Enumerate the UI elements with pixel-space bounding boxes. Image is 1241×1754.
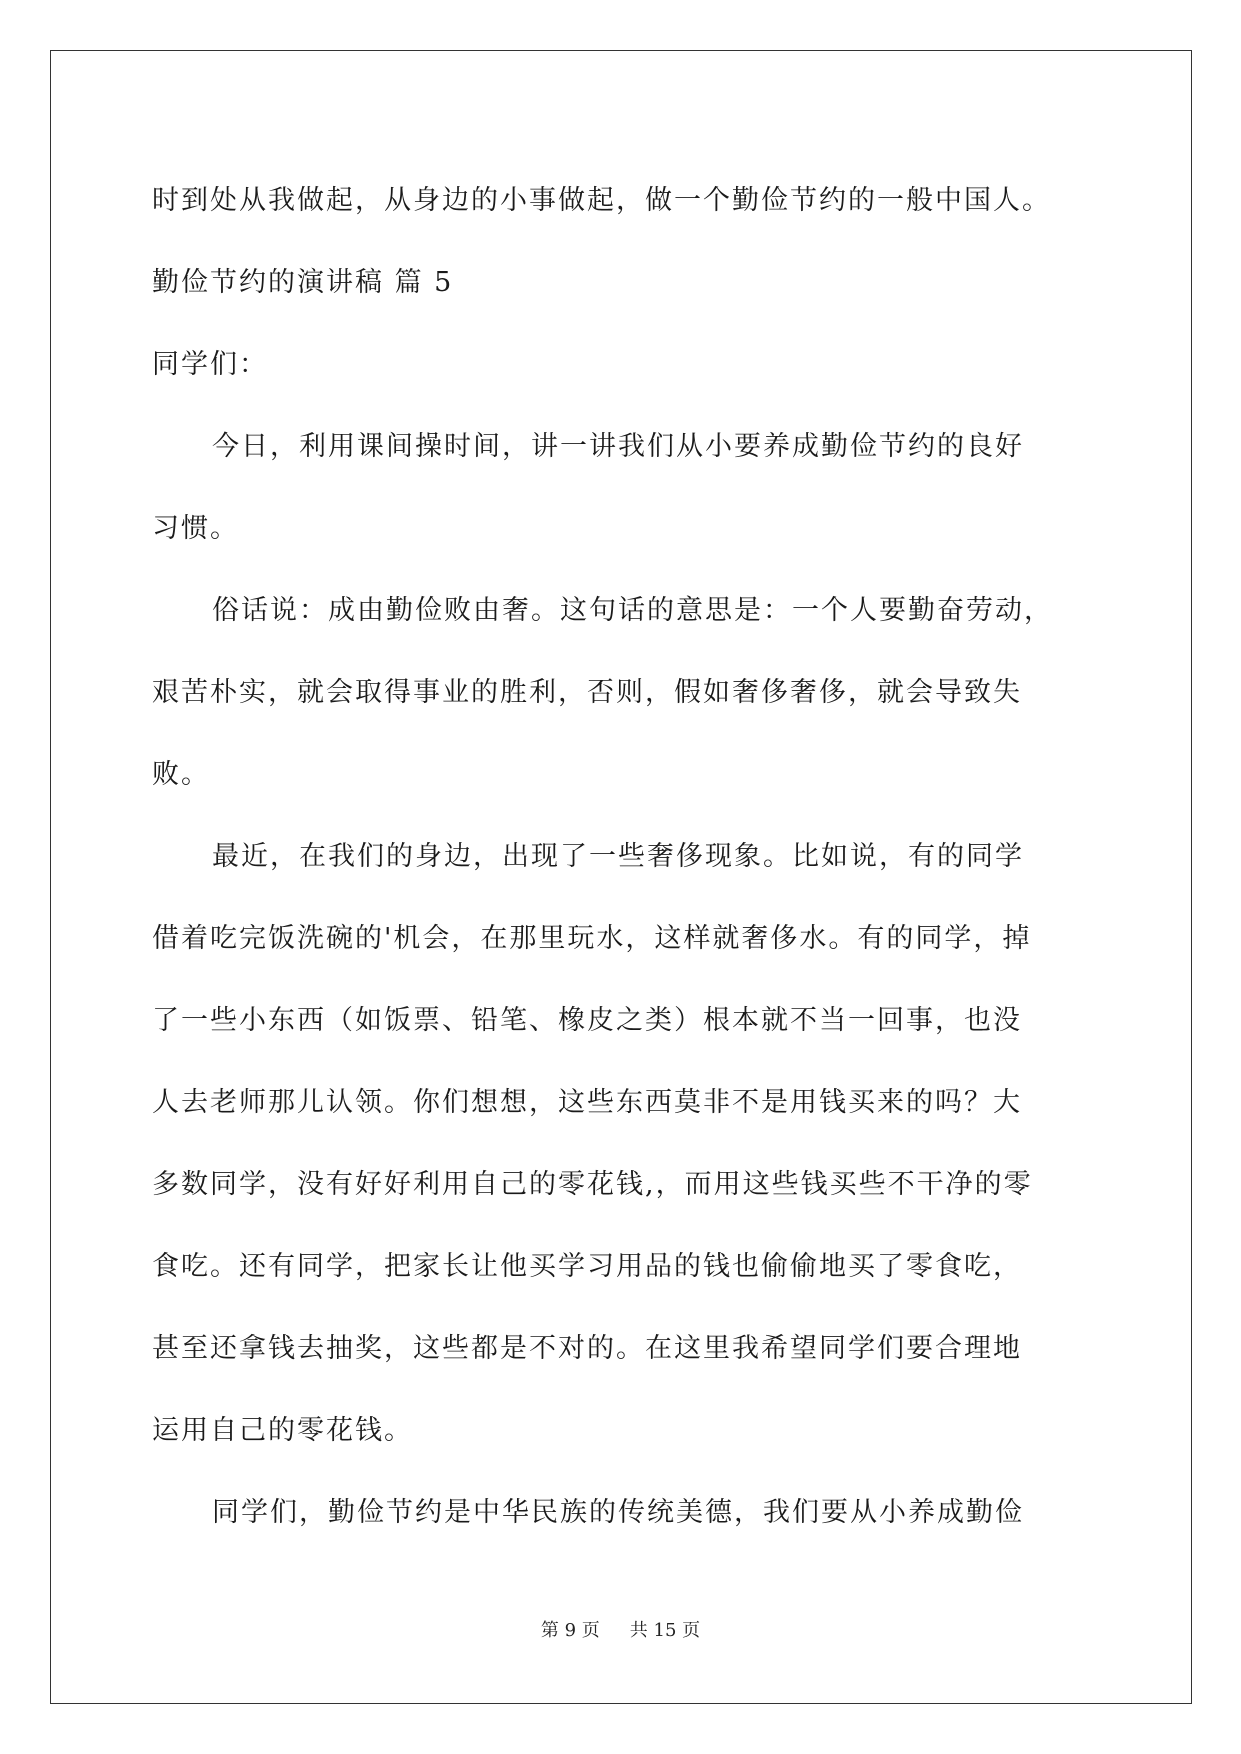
text-line: 艰苦朴实，就会取得事业的胜利，否则，假如奢侈奢侈，就会导致失 [152, 677, 1022, 708]
text-line: 甚至还拿钱去抽奖，这些都是不对的。在这里我希望同学们要合理地 [152, 1333, 1022, 1364]
page-number: 第 9 页 [540, 1620, 600, 1641]
text-line: 了一些小东西（如饭票、铅笔、橡皮之类）根本就不当一回事，也没 [152, 1005, 1022, 1036]
section-heading: 勤俭节约的演讲稿 篇 5 [152, 267, 454, 298]
text-line: 借着吃完饭洗碗的'机会，在那里玩水，这样就奢侈水。有的同学，掉 [152, 923, 1032, 954]
page-footer [0, 1616, 1241, 1642]
text-line: 多数同学，没有好好利用自己的零花钱,，而用这些钱买些不干净的零 [152, 1169, 1033, 1200]
paragraph-start: 最近，在我们的身边，出现了一些奢侈现象。比如说，有的同学 [212, 841, 1024, 872]
salutation: 同学们： [152, 349, 268, 380]
text-line: 运用自己的零花钱。 [152, 1415, 413, 1446]
text-line: 败。 [152, 759, 210, 790]
paragraph-start: 今日，利用课间操时间，讲一讲我们从小要养成勤俭节约的良好 [212, 431, 1024, 462]
paragraph-start: 同学们，勤俭节约是中华民族的传统美德，我们要从小养成勤俭 [212, 1497, 1024, 1528]
document-body [152, 160, 1092, 1554]
text-line: 人去老师那儿认领。你们想想，这些东西莫非不是用钱买来的吗？大 [152, 1087, 1022, 1118]
text-line: 食吃。还有同学，把家长让他买学习用品的钱也偷偷地买了零食吃， [152, 1251, 1022, 1282]
text-line: 习惯。 [152, 513, 239, 544]
text-line: 时到处从我做起，从身边的小事做起，做一个勤俭节约的一般中国人。 [152, 185, 1051, 216]
paragraph-start: 俗话说：成由勤俭败由奢。这句话的意思是：一个人要勤奋劳动， [212, 595, 1053, 626]
page-total: 共 15 页 [629, 1620, 701, 1641]
